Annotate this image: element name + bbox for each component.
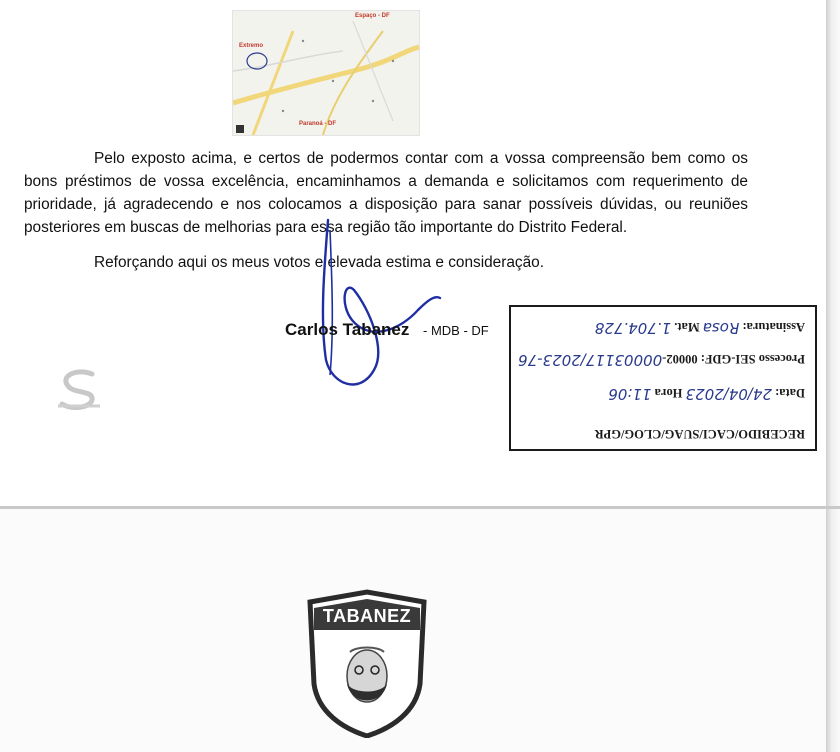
map-graphic: [233, 11, 419, 135]
signature-scribble: [300, 210, 450, 400]
map-label-bottom: Paranoá - DF: [299, 121, 337, 127]
stamp-date-value: 24/04/2023: [685, 385, 773, 403]
stamp-process-value: 00003117/2023-76: [518, 351, 663, 369]
stamp-signature-value: Rosa: [702, 319, 740, 337]
signatory-name: Carlos Tabanez: [285, 320, 410, 339]
stamp-process-row: [518, 351, 805, 369]
body-paragraph-1: Pelo exposto acima, e certos de podermos contar com a vossa compreensão bem como os bons préstimos de vossa excelência, encaminhamos a demanda e solicitamos com requerimento de prioridade, já agradecendo e nos colocamos a disposição para sanar possíveis dúvidas, ou reuniões posteriores em buscas de melhorias para essa região tão importante do Distrito Federal.: [24, 150, 748, 236]
map-label-left: Extremo: [239, 43, 264, 49]
stamp-header: RECEBIDO/CACI/SUAG/CLOG/GPR: [594, 427, 805, 441]
stamp-signature-row: [595, 319, 805, 337]
stamp-time-label: Hora: [654, 386, 683, 400]
receipt-stamp: [509, 305, 817, 451]
map-corner-icon: [236, 125, 244, 133]
stamp-signature-label: Assinatura:: [742, 320, 805, 334]
map-image: [232, 10, 420, 136]
stamp-mat-value: 1.704.728: [594, 319, 672, 337]
stamp-time-value: 11:06: [608, 385, 652, 403]
crest-logo-text: TABANEZ: [322, 606, 412, 626]
stamp-process-label: Processo SEI-GDF: 00002-: [662, 352, 805, 366]
monogram-watermark-icon: [52, 366, 106, 412]
signatory-party: - MDB - DF: [423, 323, 489, 338]
map-label-top: Espaço - DF: [355, 13, 390, 19]
stamp-date-row: [608, 385, 805, 403]
body-paragraph-2: Reforçando aqui os meus votos e elevada estima e consideração.: [94, 254, 545, 271]
stamp-date-label: Data:: [775, 386, 805, 400]
page-edge-shadow: [826, 0, 840, 752]
stamp-mat-label: Mat.: [674, 320, 700, 334]
